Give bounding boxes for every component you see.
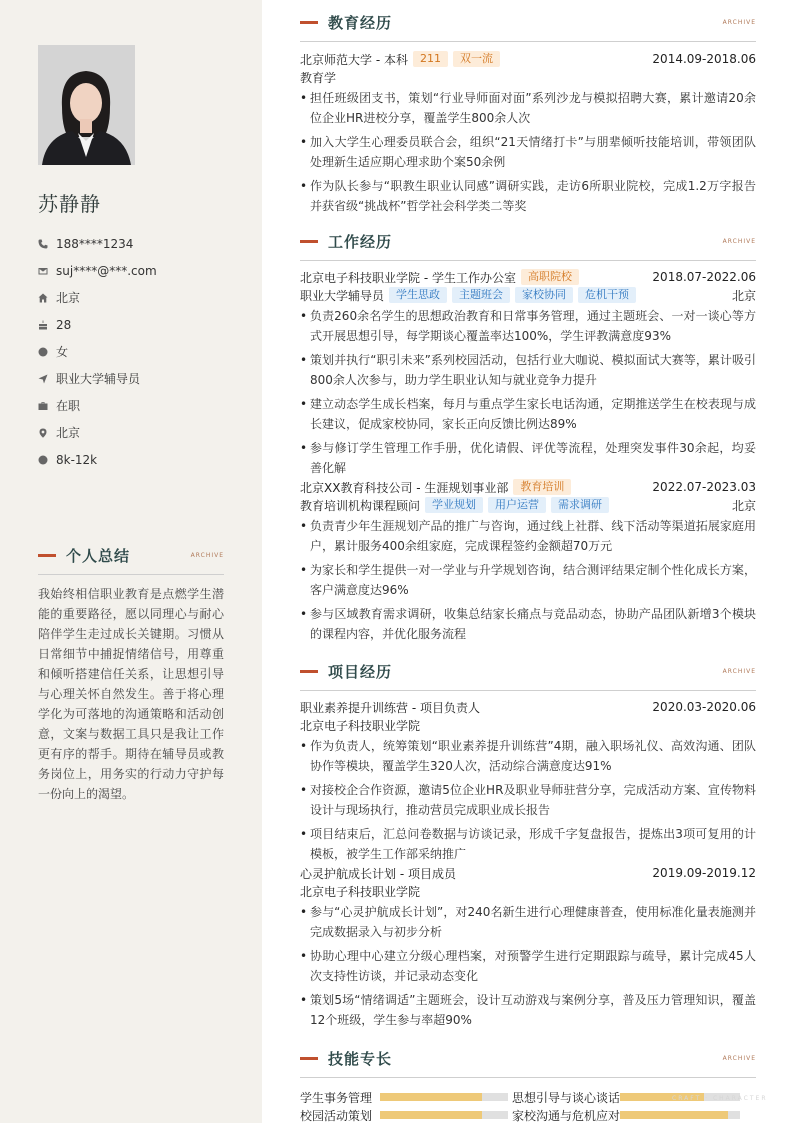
education-section <box>300 12 756 220</box>
section-divider <box>300 260 756 261</box>
contact-list <box>38 230 238 473</box>
skill-tag: 学业规划 <box>425 497 483 513</box>
skill-tag: 用户运营 <box>488 497 546 513</box>
section-header <box>300 661 756 682</box>
list-item: • 加入大学生心理委员联合会，组织“21天情绪打卡”与朋辈倾听技能培训，带领团队处理新生适应期心理求助个案50余例 <box>300 132 756 172</box>
skill-level <box>620 1111 728 1119</box>
skill-item <box>300 1107 528 1123</box>
project-name: 心灵护航成长计划 - 项目成员 <box>300 866 456 881</box>
skill-tag: 需求调研 <box>551 497 609 513</box>
cake-icon <box>38 320 56 330</box>
contact-home <box>38 284 238 311</box>
org-tag: 教育培训 <box>513 479 571 495</box>
job-date: 2022.07-2023.03 <box>652 480 756 494</box>
project-header <box>300 864 756 882</box>
section-divider <box>300 690 756 691</box>
list-item: • 项目结束后，汇总问卷数据与访谈记录，形成千字复盘报告，提炼出3项可复用的计模板，被学生工作部采纳推广 <box>300 824 756 864</box>
list-item: • 负责青少年生涯规划产品的推广与咨询，通过线上社群、线下活动等渠道拓展家庭用户，累计服务400余组家庭，完成课程签约金额超70万元 <box>300 516 756 556</box>
list-item: • 负责260余名学生的思想政治教育和日常事务管理，通过主题班会、一对一谈心等方式开展思想引导，每学期谈心覆盖率达100%，学生评教满意度93% <box>300 306 756 346</box>
contact-text: 女 <box>56 345 69 359</box>
job-role: 职业大学辅导员 <box>300 288 385 303</box>
section-header <box>300 231 756 252</box>
skill-item <box>512 1107 740 1123</box>
contact-status <box>38 392 238 419</box>
project-entry <box>300 698 756 864</box>
section-title: 工作经历 <box>328 233 393 251</box>
project-entry <box>300 864 756 1030</box>
contact-text: 在职 <box>56 399 81 413</box>
gender-icon <box>38 347 56 357</box>
section-title: 教育经历 <box>328 14 393 32</box>
contact-text: 8k-12k <box>56 452 98 467</box>
education-header <box>300 50 756 68</box>
skill-level <box>380 1111 482 1119</box>
watermark: CRAFT · CHARACTER <box>672 1095 768 1102</box>
job-header <box>300 478 756 496</box>
contact-text: 188****1234 <box>56 236 134 251</box>
contact-text: suj****@***.com <box>56 263 157 278</box>
job-org: 北京XX教育科技公司 - 生涯规划事业部 <box>300 480 509 495</box>
project-header <box>300 698 756 716</box>
job-entry <box>300 478 756 644</box>
skill-bar <box>380 1093 508 1101</box>
section-divider <box>300 1077 756 1078</box>
contact-text: 北京 <box>56 291 81 305</box>
skill-row <box>300 1106 756 1123</box>
summary-text: 我始终相信职业教育是点燃学生潜能的重要路径，愿以同理心与耐心陪伴学生走过成长关键期。习惯从日常细节中捕捉情绪信号，用尊重和倾听搭建信任关系，让思想引导与心理关怀自然发生。善于将心理学化为可落地的沟通策略和活动创意，文案与数据工具只是我让工作更有序的帮手。期待在辅导员或教务岗位上，用务实的行动力守护每一份向上的渴望。 <box>38 587 224 801</box>
skill-tag: 家校协同 <box>515 287 573 303</box>
skill-tag: 危机干预 <box>578 287 636 303</box>
section-title: 个人总结 <box>66 547 131 565</box>
job-bullets <box>300 306 756 478</box>
list-item: • 担任班级团支书，策划“行业导师面对面”系列沙龙与模拟招聘大赛，累计邀请20余位企业HR进校分享，覆盖学生800余人次 <box>300 88 756 128</box>
summary-section <box>38 545 224 804</box>
skill-name: 学生事务管理 <box>300 1090 373 1105</box>
skill-name: 家校沟通与危机应对 <box>512 1108 621 1123</box>
job-city: 北京 <box>731 498 756 513</box>
major: 教育学 <box>300 70 337 85</box>
section-accent-bar <box>300 21 318 24</box>
section-accent-bar <box>300 670 318 673</box>
section-title: 技能专长 <box>328 1050 393 1068</box>
contact-text: 职业大学辅导员 <box>56 372 141 386</box>
list-item: • 参与“心灵护航成长计划”，对240名新生进行心理健康普查，使用标准化量表施测并完成数据录入与初步分析 <box>300 902 756 942</box>
skill-name: 校园活动策划 <box>300 1108 373 1123</box>
work-section <box>300 231 756 648</box>
contact-text: 28 <box>56 317 72 332</box>
section-accent-bar <box>300 1057 318 1060</box>
school-tag: 双一流 <box>453 51 500 67</box>
list-item: • 策划5场“情绪调适”主题班会，设计互动游戏与案例分享，普及压力管理知识，覆盖12个班级，学生参与率超90% <box>300 990 756 1030</box>
list-item: • 参与区域教育需求调研，收集总结家长痛点与竞品动态，协助产品团队新增3个模块的课程内容，并优化服务流程 <box>300 604 756 644</box>
skill-bar <box>380 1111 508 1119</box>
project-bullets <box>300 736 756 864</box>
projects-section <box>300 661 756 1034</box>
archive-label: ARCHIVE <box>722 1055 756 1062</box>
send-icon <box>38 374 56 384</box>
list-item: • 参与修订学生管理工作手册，优化请假、评优等流程，处理突发事件30余起，均妥善化解 <box>300 438 756 478</box>
education-date: 2014.09-2018.06 <box>652 52 756 66</box>
skill-tag: 学生思政 <box>389 287 447 303</box>
project-bullets <box>300 902 756 1030</box>
school-tag: 211 <box>413 51 448 67</box>
contact-age <box>38 311 238 338</box>
project-org-row <box>300 716 756 734</box>
project-name: 职业素养提升训练营 - 项目负责人 <box>300 700 480 715</box>
skill-bar <box>620 1111 740 1119</box>
job-role-row <box>300 286 756 304</box>
job-city: 北京 <box>731 288 756 303</box>
phone-icon <box>38 239 56 249</box>
contact-phone <box>38 230 238 257</box>
section-accent-bar <box>38 554 56 557</box>
briefcase-icon <box>38 401 56 411</box>
contact-salary <box>38 446 238 473</box>
archive-label: ARCHIVE <box>722 19 756 26</box>
location-icon <box>38 428 56 438</box>
skill-tag: 主题班会 <box>452 287 510 303</box>
org-tag: 高职院校 <box>521 269 579 285</box>
profile-photo <box>38 45 135 165</box>
project-date: 2020.03-2020.06 <box>652 700 756 714</box>
job-entry <box>300 268 756 478</box>
archive-label: ARCHIVE <box>190 552 224 559</box>
salary-icon <box>38 455 56 465</box>
education-bullets <box>300 88 756 216</box>
job-role-row <box>300 496 756 514</box>
project-date: 2019.09-2019.12 <box>652 866 756 880</box>
section-header <box>300 12 756 33</box>
skills-section <box>300 1048 756 1123</box>
section-title: 项目经历 <box>328 663 393 681</box>
profile-name: 苏静静 <box>38 192 101 216</box>
major-row <box>300 68 756 86</box>
contact-email <box>38 257 238 284</box>
list-item: • 对接校企合作资源，邀请5位企业HR及职业导师驻营分享，完成活动方案、宣传物料设计与现场执行，推动营员完成职业成长报告 <box>300 780 756 820</box>
list-item: • 建立动态学生成长档案，每月与重点学生家长电话沟通，定期推送学生在校表现与成长建议，促成家校协同，家长正向反馈比例达89% <box>300 394 756 434</box>
sidebar <box>0 0 262 1123</box>
list-item: • 作为队长参与“职教生职业认同感”调研实践，走访6所职业院校，完成1.2万字报告并获省级“挑战杯”哲学社会科学类二等奖 <box>300 176 756 216</box>
job-role: 教育培训机构课程顾问 <box>300 498 421 513</box>
list-item: • 策划并执行“职引未来”系列校园活动，包括行业大咖说、模拟面试大赛等，累计吸引800余人次参与，助力学生职业认知与就业竞争力提升 <box>300 350 756 390</box>
section-header <box>300 1048 756 1069</box>
school-name: 北京师范大学 - 本科 <box>300 52 408 67</box>
skill-name: 思想引导与谈心谈话 <box>512 1090 621 1105</box>
archive-label: ARCHIVE <box>722 238 756 245</box>
skill-list <box>300 1088 756 1123</box>
section-accent-bar <box>300 240 318 243</box>
mail-icon <box>38 266 56 276</box>
section-divider <box>300 41 756 42</box>
contact-location <box>38 419 238 446</box>
job-org: 北京电子科技职业学院 - 学生工作办公室 <box>300 270 516 285</box>
list-item: • 为家长和学生提供一对一学业与升学规划咨询，结合测评结果定制个性化成长方案，客户满意度达96% <box>300 560 756 600</box>
project-org: 北京电子科技职业学院 <box>300 718 421 733</box>
job-date: 2018.07-2022.06 <box>652 270 756 284</box>
archive-label: ARCHIVE <box>722 668 756 675</box>
project-org: 北京电子科技职业学院 <box>300 884 421 899</box>
contact-gender <box>38 338 238 365</box>
project-org-row <box>300 882 756 900</box>
home-icon <box>38 293 56 303</box>
section-header <box>38 545 224 566</box>
section-divider <box>38 574 224 575</box>
job-bullets <box>300 516 756 644</box>
list-item: • 协助心理中心建立分级心理档案，对预警学生进行定期跟踪与疏导，累计完成45人次支持性访谈，并记录动态变化 <box>300 946 756 986</box>
job-header <box>300 268 756 286</box>
skill-level <box>380 1093 482 1101</box>
contact-position <box>38 365 238 392</box>
skill-item <box>300 1089 528 1106</box>
contact-text: 北京 <box>56 426 81 440</box>
list-item: • 作为负责人，统筹策划“职业素养提升训练营”4期，融入职场礼仪、高效沟通、团队协作等模块，覆盖学生320人次，活动综合满意度达91% <box>300 736 756 776</box>
